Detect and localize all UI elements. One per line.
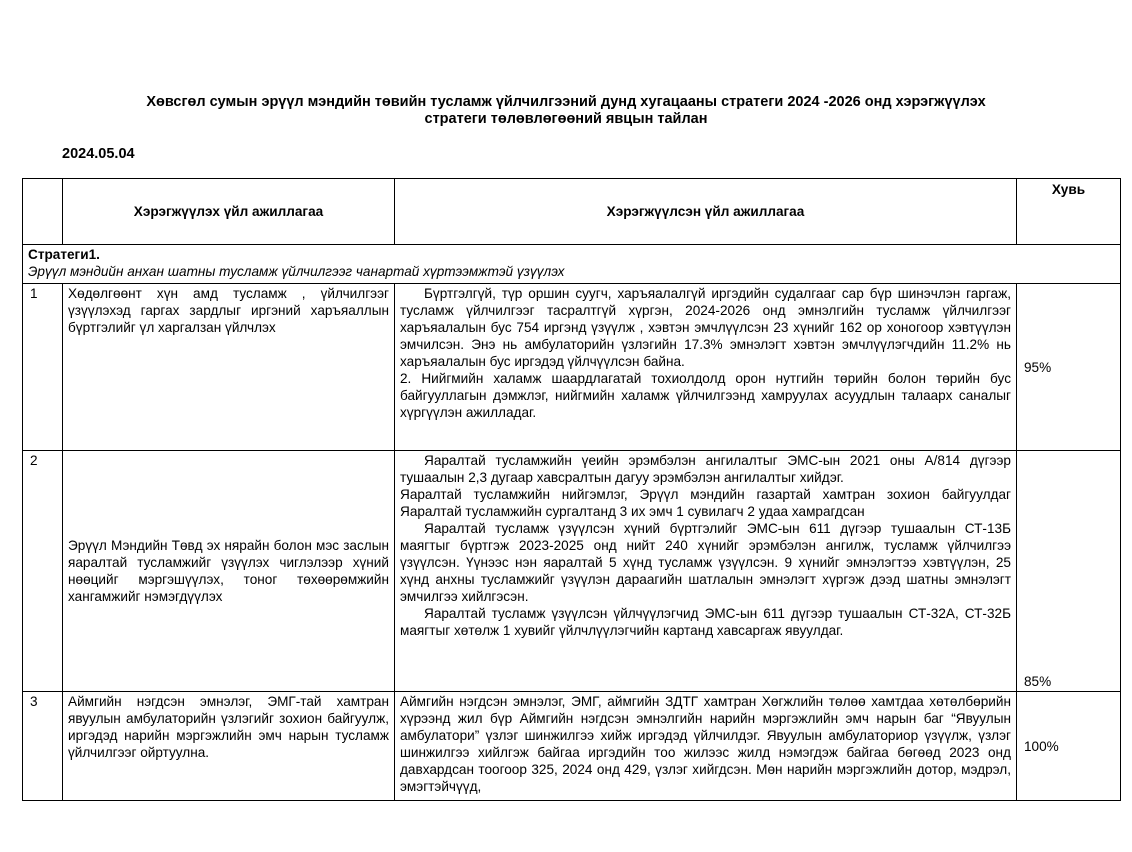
strategy-label: Стратеги1. — [28, 247, 100, 262]
completed-paragraph: Яаралтай тусламж үзүүлсэн хүний бүртгэлийг ЭМС-ын 611 дүгээр тушаалын СТ-13Б маягтыг бүртгэж 2023-2025 онд нийт 240 хүнийг эрэмбэлэн ангилж, тусламж үйлчилгээ үзүүлсэн. Үүнээс нэн яаралтай 5 хүнд тусламж үзүүлсэн. 9 хүнийг эмнэлэгтээ хэвтүүлэн, 25 хүнд анхны тусламжийг үзүүлэн дараагийн шатлалын эмнэлэгт хүргэж дээд шатны эмнэлэгт эмчилгээ хийлгэсэн. — [400, 521, 1011, 604]
strategy-table — [22, 178, 1121, 801]
table-row — [23, 284, 1121, 451]
table-row — [23, 692, 1121, 801]
completed-paragraph: Яаралтай тусламжийн үеийн эрэмбэлэн ангилалтыг ЭМС-ын 2021 оны А/814 дүгээр тушаалын 2,3 дугаар хавсралтын дагуу эрэмбэлэн ангилалтыг хийдэг. — [400, 453, 1011, 485]
report-title-line-2: стратеги төлөвлөгөөний явцын тайлан — [424, 111, 708, 127]
row-completed — [395, 692, 1017, 801]
completed-paragraph: Яаралтай тусламж үзүүлсэн үйлчүүлэгчид ЭМС-ын 611 дүгээр тушаалын СТ-32А, СТ-32Б маягтыг хөтөлж 1 хувийг үйлчлүүлэгчийн картанд хавсаргаж явуулдаг. — [400, 606, 1011, 638]
header-activity: Хэрэгжүүлэх үйл ажиллагаа — [63, 179, 395, 245]
report-title-line-1: Хөвсгөл сумын эрүүл мэндийн төвийн тусламж үйлчилгээний дунд хугацааны стратеги 2024 -2026 онд хэрэгжүүлэх — [146, 94, 986, 110]
row-percent: 100% — [1017, 692, 1121, 801]
strategy-text: Эрүүл мэндийн анхан шатны тусламж үйлчилгээг чанартай хүртээмжтэй үзүүлэх — [28, 264, 565, 279]
row-number: 1 — [23, 284, 63, 451]
strategy-cell — [23, 245, 1121, 284]
row-activity: Аймгийн нэгдсэн эмнэлэг, ЭМГ-тай хамтран явуулын амбулаторийн үзлэгийг зохион байгуулж, иргэдэд нарийн мэргэжлийн эмч нарын тусламж үйлчилгээг ойртуулна. — [63, 692, 395, 801]
header-percent: Хувь — [1017, 179, 1121, 245]
completed-paragraph: 2. Нийгмийн халамж шаардлагатай тохиолдолд орон нутгийн төрийн болон төрийн бус байгууллагын дэмжлэг, нийгмийн халамж үйлчилгээнд хамруулах асуудлын талаарх саналыг хүргүүлэн ажилладаг. — [400, 371, 1011, 420]
row-percent: 85% — [1017, 451, 1121, 692]
header-completed: Хэрэгжүүлсэн үйл ажиллагаа — [395, 179, 1017, 245]
completed-paragraph: Бүртгэлгүй, түр оршин суугч, харъяалалгүй иргэдийн судалгааг сар бүр шинэчлэн гаргаж, тусламж үйлчилгээг тасралтгүй хүргэн, 2024-2026 онд эмнэлгийн тусламж үйлчилгээг харъяалалын бус 754 иргэнд үзүүлж , хэвтэн эмчлүүлсэн 23 хүнийг 162 ор хоногоор хэвтүүлэн эмчилсэн. Энэ нь амбулаторийн үзлэгийн 17.3% эмнэлэгт хэвтэн эмчлүүлэгчдийн 11.2% нь харъяалалын бус иргэдэд үйлчүүлсэн байна. — [400, 286, 1011, 369]
table-row — [23, 451, 1121, 692]
header-number-cell — [23, 179, 63, 245]
completed-paragraph: Яаралтай тусламжийн нийгэмлэг, Эрүүл мэндийн газартай хамтран зохион байгуулдаг Яаралтай тусламжийн сургалтанд 3 их эмч 1 сувилагч 2 удаа хамрагдсан — [400, 487, 1011, 519]
report-title — [60, 94, 1072, 128]
row-number: 3 — [23, 692, 63, 801]
row-completed — [395, 451, 1017, 692]
row-activity: Хөдөлгөөнт хүн амд тусламж , үйлчилгээг үзүүлэхэд гаргах зардлыг иргэний харъяаллын бүртгэлийг үл харгалзан үйлчлэх — [63, 284, 395, 451]
row-percent: 95% — [1017, 284, 1121, 451]
row-number: 2 — [23, 451, 63, 692]
table-header-row — [23, 179, 1121, 245]
row-completed — [395, 284, 1017, 451]
strategy-row — [23, 245, 1121, 284]
row-activity: Эрүүл Мэндийн Төвд эх нярайн болон мэс заслын яаралтай тусламжийг үзүүлэх чиглэлээр хүний нөөцийг мэргэшүүлэх, тоног төхөөрөмжийн хангамжийг нэмэгдүүлэх — [63, 451, 395, 692]
completed-paragraph: Аймгийн нэгдсэн эмнэлэг, ЭМГ, аймгийн ЗДТГ хамтран Хөгжлийн төлөө хамтдаа хөтөлбөрийн хүрээнд жил бүр Аймгийн нэгдсэн эмнэлгийн нарийн мэргэжлийн эмч нарын баг “Явуулын амбулатори” үзлэг шинжилгээ хийж иргэдэд үйлчилдэг. Явуулын амбулаториор үзүүлж, үзлэг шинжилгээ хийлгэж байгаа иргэдийн тоо жилээс жилд нэмэгдэж байгаа бөгөөд 2023 онд давхардсан тоогоор 325, 2024 онд 429, үзлэг хийгдсэн. Мөн нарийн мэргэжлийн дотор, мэдрэл, эмэгтэйчүүд, — [400, 694, 1011, 794]
report-date: 2024.05.04 — [62, 146, 135, 162]
